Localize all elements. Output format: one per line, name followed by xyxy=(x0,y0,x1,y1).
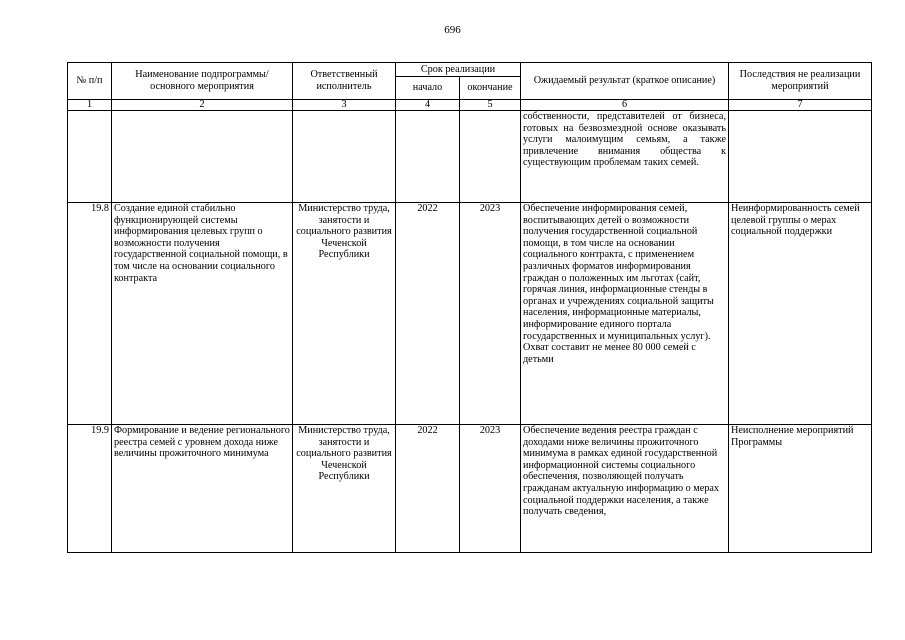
column-number: 2 xyxy=(112,100,293,111)
header-name: Наименование подпрограммы/ основного мероприятия xyxy=(112,63,293,100)
cell-responsible: Министерство труда, занятости и социального развития Чеченской Республики xyxy=(293,203,396,425)
cell-consequences: Неинформированность семей целевой группы о мерах социальной поддержки xyxy=(729,203,872,425)
cell-empty xyxy=(112,111,293,203)
cell-empty xyxy=(460,111,521,203)
column-number: 1 xyxy=(68,100,112,111)
column-number: 4 xyxy=(396,100,460,111)
cell-empty xyxy=(396,111,460,203)
cell-result: собственности, представителей от бизнеса, готовых на безвозмездной основе оказывать услуги малоимущим семьям, а также привлечение внимания общества к существующим проблемам таких семей. xyxy=(521,111,729,203)
header-start: начало xyxy=(396,77,460,100)
header-consequences: Последствия не реализации мероприятий xyxy=(729,63,872,100)
header-result: Ожидаемый результат (краткое описание) xyxy=(521,63,729,100)
cell-end: 2023 xyxy=(460,203,521,425)
header-period: Срок реализации xyxy=(396,63,521,77)
column-number: 3 xyxy=(293,100,396,111)
cell-name: Формирование и ведение регионального реестра семей с уровнем дохода ниже величины прожиточного минимума xyxy=(112,425,293,553)
page-number: 696 xyxy=(444,24,461,36)
cell-responsible: Министерство труда, занятости и социального развития Чеченской Республики xyxy=(293,425,396,553)
header-end: окончание xyxy=(460,77,521,100)
column-number: 5 xyxy=(460,100,521,111)
cell-num: 19.9 xyxy=(68,425,112,553)
program-table xyxy=(67,62,872,553)
header-responsible: Ответственный исполнитель xyxy=(293,63,396,100)
cell-result: Обеспечение ведения реестра граждан с доходами ниже величины прожиточного минимума в рамках единой государственной информационной системы социального обеспечения, позволяющей получать гражданам актуальную информацию о мерах социальной поддержки населения, а также получать сведения, xyxy=(521,425,729,553)
cell-empty xyxy=(293,111,396,203)
cell-consequences: Неисполнение мероприятий Программы xyxy=(729,425,872,553)
column-number-row xyxy=(68,100,872,111)
cell-empty xyxy=(729,111,872,203)
table-row-continuation xyxy=(68,111,872,203)
column-number: 6 xyxy=(521,100,729,111)
cell-empty xyxy=(68,111,112,203)
cell-end: 2023 xyxy=(460,425,521,553)
table-row xyxy=(68,425,872,553)
column-number: 7 xyxy=(729,100,872,111)
cell-num: 19.8 xyxy=(68,203,112,425)
cell-start: 2022 xyxy=(396,425,460,553)
table-row xyxy=(68,203,872,425)
cell-name: Создание единой стабильно функционирующей системы информирования целевых групп о возможности получения государственной социальной помощи, в том числе на основании социального контракта xyxy=(112,203,293,425)
header-num: № п/п xyxy=(68,63,112,100)
cell-result: Обеспечение информирования семей, воспитывающих детей о возможности получения государственной социальной помощи, в том числе на основании социального контракта, с применением различных форматов информирования граждан о положенных им льготах (сайт, горячая линия, информационные стенды в органах и учреждениях социальной защиты населения, информационные материалы, информирование единого портала государственных и муниципальных услуг). Охват составит не менее 80 000 семей с детьми xyxy=(521,203,729,425)
cell-start: 2022 xyxy=(396,203,460,425)
